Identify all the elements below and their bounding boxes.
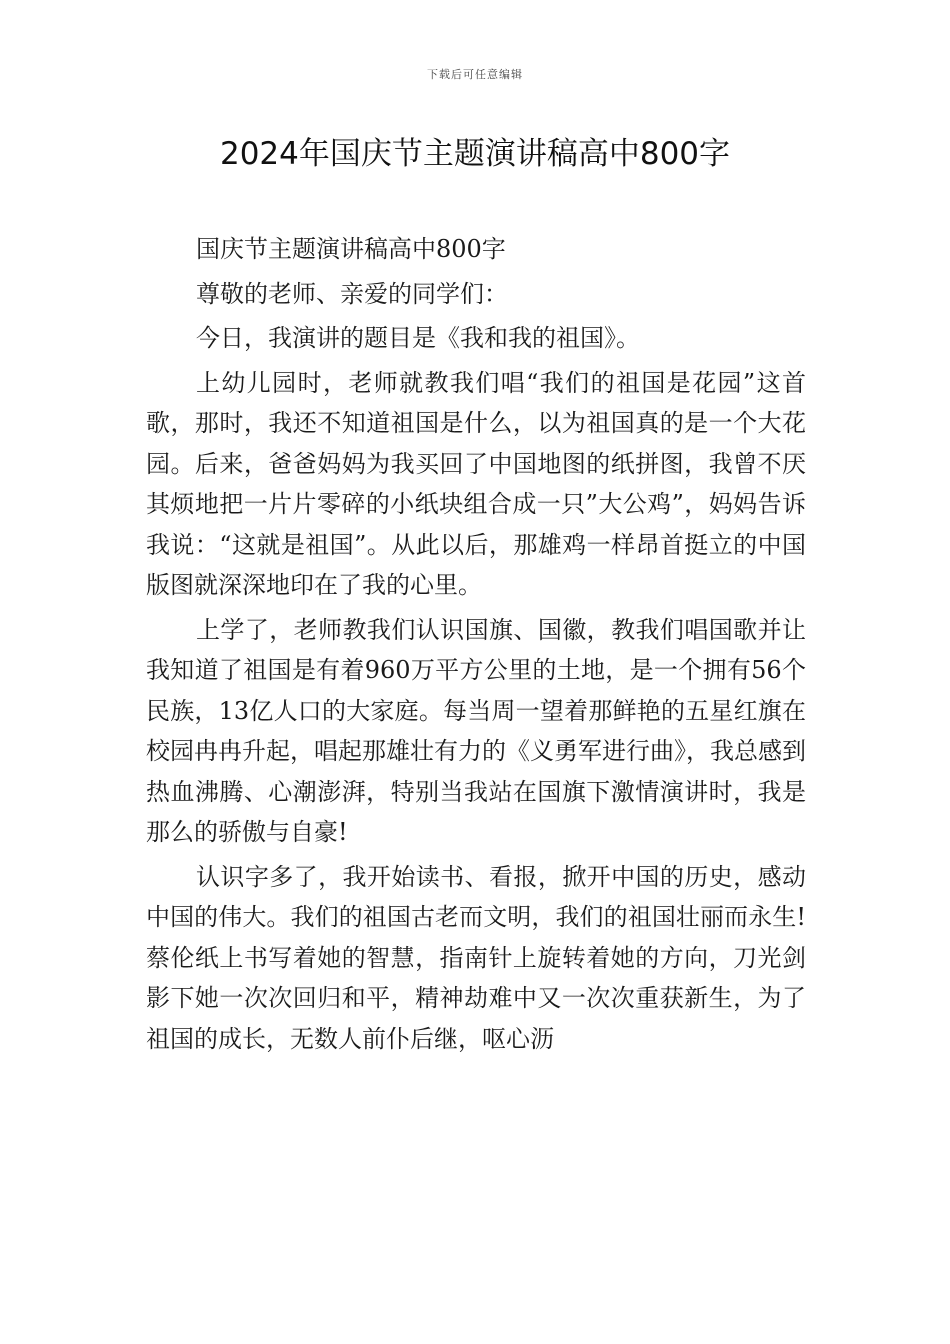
- paragraph-subtitle: 国庆节主题演讲稿高中800字: [196, 235, 506, 263]
- paragraph-kindergarten: 上幼儿园时，老师就教我们唱“我们的祖国是花园”这首歌，那时，我还不知道祖国是什么，以为祖国真的是一个大花园。后来，爸爸妈妈为我买回了中国地图的纸拼图，我曾不厌其烦地把一片片零碎的小纸块组合成一只”大公鸡”，妈妈告诉我说：“这就是祖国”。从此以后，那雄鸡一样昂首挺立的中国版图就深深地印在了我的心里。: [146, 368, 806, 599]
- document-title: 2024年国庆节主题演讲稿高中800字: [219, 136, 731, 172]
- paragraph-reading: 认识字多了，我开始读书、看报，掀开中国的历史，感动中国的伟大。我们的祖国古老而文明，我们的祖国壮丽而永生!蔡伦纸上书写着她的智慧，指南针上旋转着她的方向，刀光剑影下她一次次回归和平，精神劫难中又一次次重获新生，为了祖国的成长，无数人前仆后继，呕心沥: [146, 862, 806, 1053]
- paragraph-salutation: 尊敬的老师、亲爱的同学们：: [196, 279, 508, 308]
- document-body: [146, 229, 806, 1063]
- header-note: 下载后可任意编辑: [427, 68, 523, 81]
- paragraph-school: 上学了，老师教我们认识国旗、国徽，教我们唱国歌并让我知道了祖国是有着960万平方公里的土地，是一个拥有56个民族，13亿人口的大家庭。每当周一望着那鲜艳的五星红旗在校园冉冉升起，唱起那雄壮有力的《义勇军进行曲》，我总感到热血沸腾、心潮澎湃，特别当我站在国旗下激情演讲时，我是那么的骄傲与自豪!: [146, 615, 806, 846]
- paragraph-topic: 今日，我演讲的题目是《我和我的祖国》。: [196, 324, 640, 352]
